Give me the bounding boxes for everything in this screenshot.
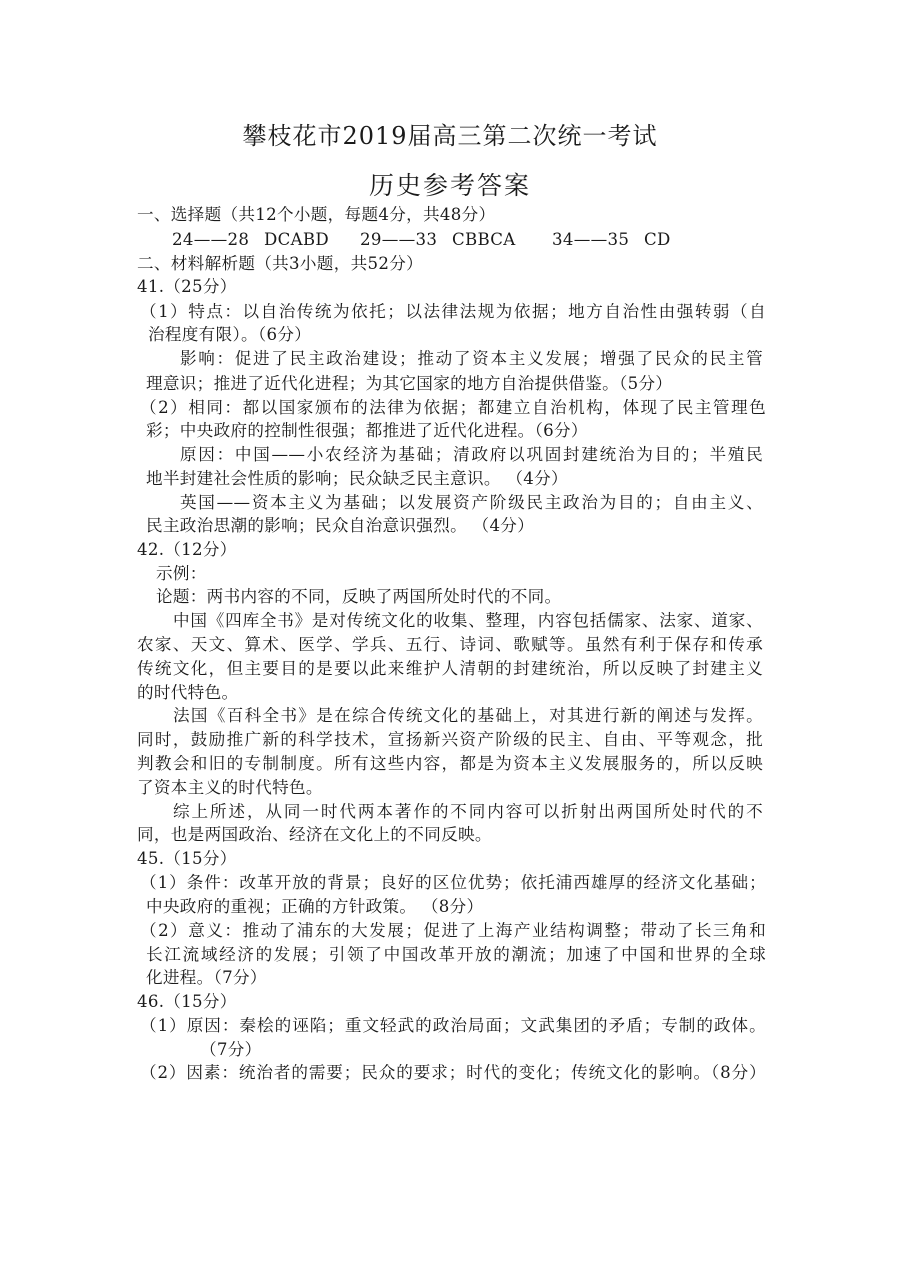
q41-line: 英国——资本主义为基础；以发展资产阶级民主政治为目的；自由主义、 [180, 493, 763, 512]
answer-key-title: 历史参考答案 [368, 171, 531, 200]
section2-heading: 二、材料解析题（共3小题，共52分） [137, 254, 423, 273]
q46-line: （1）原因：秦桧的诬陷；重文轻武的政治局面；文武集团的矛盾；专制的政体。 [140, 1016, 766, 1035]
q42-header: 42.（12分） [137, 540, 237, 559]
q45-line: 中央政府的重视；正确的方针政策。 （8分） [146, 897, 484, 916]
q45-line: （2）意义：推动了浦东的大发展；促进了上海产业结构调整；带动了长三角和 [140, 921, 766, 940]
q41-line: 彩；中央政府的控制性很强；都推进了近代化进程。（6分） [146, 421, 588, 440]
q46-header: 46.（15分） [137, 992, 237, 1011]
q42-line: 中国《四库全书》是对传统文化的收集、整理，内容包括儒家、法家、道家、 [173, 611, 763, 630]
mc-answers-row [172, 229, 671, 251]
q41-line: 理意识；推进了近代化进程；为其它国家的地方自治提供借鉴。（5分） [146, 374, 673, 393]
mc-range-3: 34——35 [552, 230, 630, 249]
exam-title: 攀枝花市2019届高三第二次统一考试 [242, 122, 658, 150]
q42-line: 同，也是两国政治、经济在文化上的不同反映。 [137, 825, 492, 844]
q41-line: 原因：中国——小农经济为基础；清政府以巩固封建统治为目的；半殖民 [180, 445, 763, 464]
q45-line: 化进程。（7分） [146, 968, 267, 987]
q45-line: 长江流域经济的发展；引领了中国改革开放的潮流；加速了中国和世界的全球 [146, 945, 766, 964]
q42-line: 同时，鼓励推广新的科学技术，宣扬新兴资产阶级的民主、自由、平等观念，批 [137, 730, 763, 749]
q45-header: 45.（15分） [137, 849, 237, 868]
q41-line: （1）特点：以自治传统为依托；以法律法规为依据；地方自治性由强转弱（自 [140, 302, 766, 321]
q46-line: （7分） [200, 1040, 262, 1059]
q46-line: （2）因素：统治者的需要；民众的要求；时代的变化；传统文化的影响。（8分） [140, 1063, 766, 1082]
q42-thesis: 论题：两书内容的不同，反映了两国所处时代的不同。 [156, 587, 562, 606]
q41-line: 民主政治思潮的影响；民众自治意识强烈。 （4分） [146, 516, 535, 535]
mc-letters-2: CBBCA [452, 230, 516, 249]
q41-header: 41.（25分） [137, 277, 237, 296]
section1-heading: 一、选择题（共12个小题，每题4分，共48分） [137, 205, 496, 224]
q42-line: 判教会和旧的专制制度。所有这些内容，都是为资本主义发展服务的，所以反映 [137, 754, 763, 773]
q41-line: 地半封建社会性质的影响；民众缺乏民主意识。 （4分） [146, 469, 568, 488]
q42-line: 法国《百科全书》是在综合传统文化的基础上，对其进行新的阐述与发挥。 [173, 706, 763, 725]
mc-letters-1: DCABD [264, 230, 329, 249]
q41-line: 治程度有限）。（6分） [148, 325, 312, 344]
q42-line: 的时代特色。 [137, 683, 239, 702]
q42-line: 农家、天文、算术、医学、学兵、五行、诗词、歌赋等。虽然有利于保存和传承 [137, 635, 763, 654]
q41-line: 影响：促进了民主政治建设；推动了资本主义发展；增强了民众的民主管 [180, 349, 763, 368]
mc-range-2: 29——33 [360, 230, 438, 249]
q42-line: 传统文化，但主要目的是要以此来维护人清朝的封建统治，所以反映了封建主义 [137, 659, 763, 678]
q41-line: （2）相同：都以国家颁布的法律为依据；都建立自治机构，体现了民主管理色 [140, 398, 766, 417]
q42-line: 综上所述，从同一时代两本著作的不同内容可以折射出两国所处时代的不 [173, 802, 763, 821]
mc-range-1: 24——28 [172, 230, 250, 249]
mc-letters-3: CD [644, 230, 671, 249]
q42-line: 了资本主义的时代特色。 [137, 778, 323, 797]
q42-example-label: 示例： [156, 564, 207, 583]
q45-line: （1）条件：改革开放的背景；良好的区位优势；依托浦西雄厚的经济文化基础； [140, 873, 766, 892]
